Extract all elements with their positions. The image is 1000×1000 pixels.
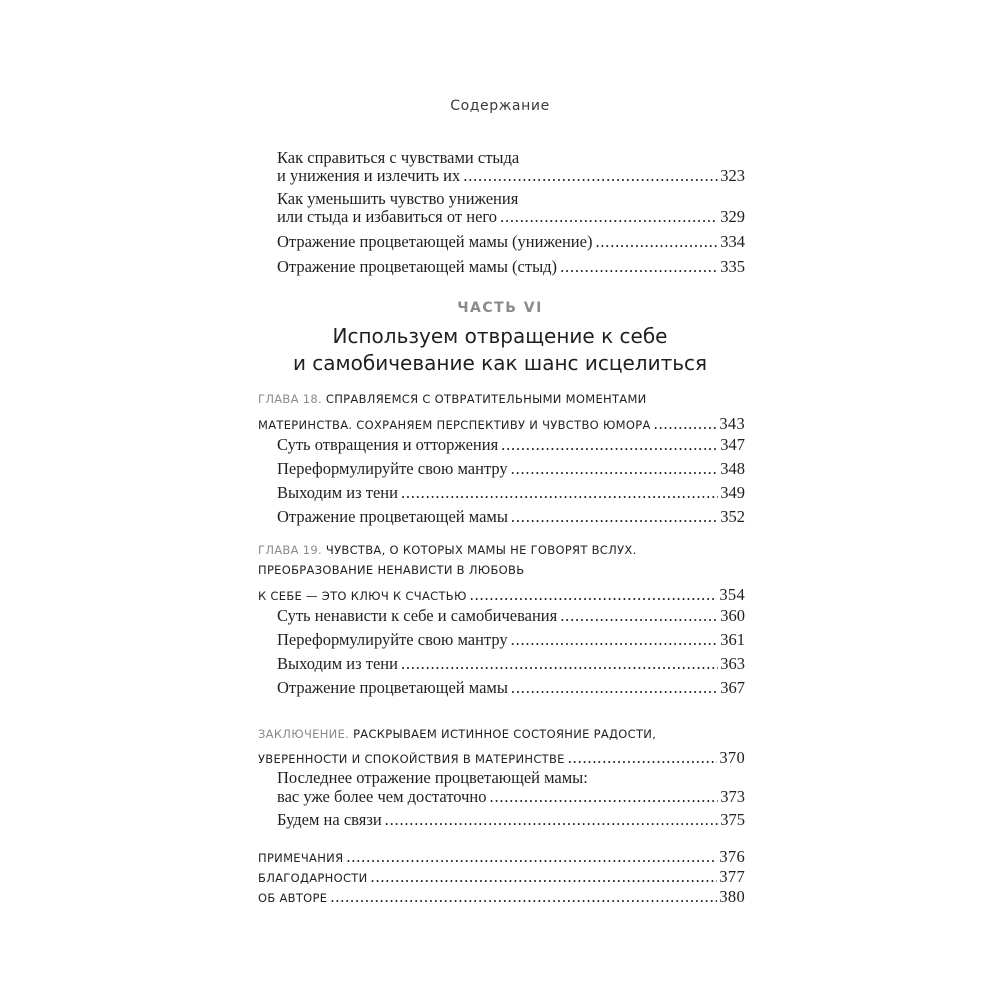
chapter-prefix: ЗАКЛЮЧЕНИЕ. [258,727,350,741]
leader-dots [470,585,718,605]
toc-entry-title: и унижения и излечить их [277,166,461,185]
back-matter-title: БЛАГОДАРНОСТИ [258,871,368,885]
toc-entry[interactable] [277,257,745,277]
toc-entry-title: Отражение процветающей мамы (стыд) [277,257,558,276]
leader-dots [401,654,718,674]
leader-dots [511,630,719,650]
part-title-line-1: Используем отвращение к себе [332,324,668,348]
chapter-title-line-2: УВЕРЕННОСТИ И СПОКОЙСТВИЯ В МАТЕРИНСТВЕ [258,752,565,766]
toc-entry[interactable] [277,483,745,503]
page-number: 373 [720,787,745,806]
page-number: 335 [720,257,745,276]
running-head: Содержание [450,98,550,114]
toc-entry[interactable] [277,630,745,650]
toc-entry-title: Отражение процветающей мамы (унижение) [277,232,593,251]
toc-entry-title: Суть отвращения и отторжения [277,435,499,454]
page-number: 323 [720,166,745,185]
toc-entry-notes[interactable] [258,847,745,867]
toc-entry-title: вас уже более чем достаточно [277,787,487,806]
page-number: 367 [720,678,745,697]
page-number: 363 [720,654,745,673]
toc-entry[interactable] [277,787,745,807]
chapter-title-line-3: К СЕБЕ — ЭТО КЛЮЧ К СЧАСТЬЮ [258,589,467,603]
toc-entry-title: Будем на связи [277,810,382,829]
chapter-title-line-2: МАТЕРИНСТВА. СОХРАНЯЕМ ПЕРСПЕКТИВУ И ЧУВСТВО ЮМОРА [258,418,651,432]
chapter-title-line-1: ЧУВСТВА, О КОТОРЫХ МАМЫ НЕ ГОВОРЯТ ВСЛУХ. [325,543,637,557]
toc-entry-title-line: Как уменьшить чувство унижения [277,189,519,208]
page-number: 334 [720,232,745,251]
toc-entry-title: или стыда и избавиться от него [277,207,498,226]
toc-entry[interactable] [277,435,745,455]
toc-entry[interactable] [277,678,745,698]
leader-dots [385,810,719,830]
toc-entry-title: Суть ненависти к себе и самобичевания [277,606,558,625]
chapter-prefix: ГЛАВА 19. [258,543,322,557]
leader-dots [560,606,718,626]
toc-entry[interactable] [277,507,745,527]
chapter-heading-line [258,727,656,741]
toc-entry[interactable] [277,810,745,830]
page-number: 380 [719,887,745,906]
back-matter-title: ОБ АВТОРЕ [258,891,328,905]
page-number: 329 [720,207,745,226]
toc-entry-conclusion[interactable] [258,748,745,768]
toc-entry[interactable] [277,606,745,626]
chapter-title-line-1: РАСКРЫВАЕМ ИСТИННОЕ СОСТОЯНИЕ РАДОСТИ, [353,727,657,741]
leader-dots [595,232,718,252]
page-number: 348 [720,459,745,478]
page-number: 349 [720,483,745,502]
toc-entry-about-author[interactable] [258,887,745,907]
toc-entry[interactable] [277,207,745,227]
page-number: 360 [720,606,745,625]
part-title-line-2: и самобичевание как шанс исцелиться [292,351,708,375]
toc-entry[interactable] [277,654,745,674]
toc-entry-acknowledgements[interactable] [258,867,745,887]
toc-entry[interactable] [277,459,745,479]
leader-dots [511,678,718,698]
leader-dots [490,787,719,807]
leader-dots [330,887,717,907]
leader-dots [371,867,718,887]
toc-entry-chapter-18[interactable] [258,414,745,434]
leader-dots [511,459,719,479]
chapter-title-line-2: ПРЕОБРАЗОВАНИЕ НЕНАВИСТИ В ЛЮБОВЬ [258,563,525,577]
leader-dots [463,166,718,186]
chapter-title-line-1: СПРАВЛЯЕМСЯ С ОТВРАТИТЕЛЬНЫМИ МОМЕНТАМИ [325,392,647,406]
toc-entry-title-line: Как справиться с чувствами стыда [277,148,520,167]
toc-entry-title: Отражение процветающей мамы [277,507,508,526]
page-number: 347 [720,435,745,454]
leader-dots [560,257,718,277]
page-number: 352 [720,507,745,526]
toc-entry-title: Выходим из тени [277,654,398,673]
leader-dots [501,435,718,455]
leader-dots [568,748,718,768]
leader-dots [500,207,718,227]
part-label: ЧАСТЬ VI [457,300,543,316]
leader-dots [654,414,718,434]
page-number: 370 [719,748,745,767]
page-number: 375 [720,810,745,829]
toc-entry[interactable] [277,232,745,252]
toc-entry-title: Отражение процветающей мамы [277,678,508,697]
leader-dots [511,507,718,527]
page-number: 354 [719,585,745,604]
leader-dots [346,847,717,867]
page-number: 377 [719,867,745,886]
page-number: 361 [720,630,745,649]
toc-entry-title-line: Последнее отражение процветающей мамы: [277,768,588,787]
toc-entry-title: Переформулируйте свою мантру [277,630,508,649]
chapter-heading-line [258,392,647,406]
toc-entry-title: Выходим из тени [277,483,398,502]
leader-dots [401,483,718,503]
back-matter-title: ПРИМЕЧАНИЯ [258,851,344,865]
toc-entry[interactable] [277,166,745,186]
toc-entry-chapter-19[interactable] [258,585,745,605]
page-number: 343 [719,414,745,433]
page-number: 376 [719,847,745,866]
toc-entry-title: Переформулируйте свою мантру [277,459,508,478]
chapter-heading-line [258,543,637,557]
chapter-prefix: ГЛАВА 18. [258,392,322,406]
